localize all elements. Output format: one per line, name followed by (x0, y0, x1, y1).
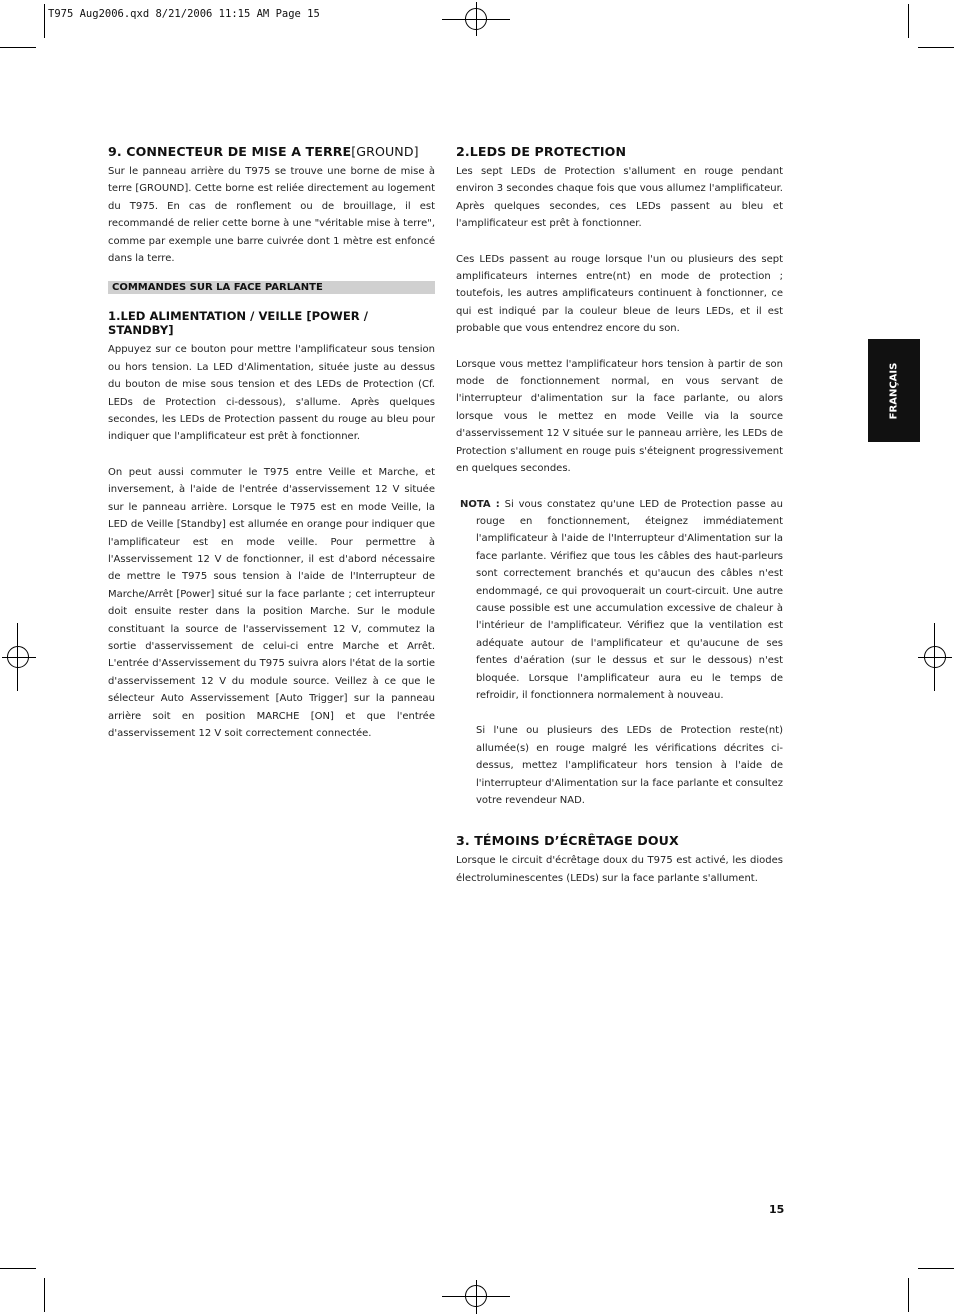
section-2-paragraph-3: Lorsque vous mettez l'amplificateur hors tension à partir de son mode de fonctionnement normal, en vous servant de l'interrupteur d'alimentation sur la face parlante, ou alors lorsque vous le mettez en mode Veille via la source d'asservissement 12 V située sur le panneau arrière, les LEDs de Protection s'allument en rouge puis s'éteignent progressivement en quelques secondes. (456, 358, 783, 475)
note-label: NOTA : (460, 498, 500, 510)
section-2-paragraph-2: Ces LEDs passent au rouge lorsque l'un ou plusieurs des sept amplificateurs internes entre(nt) en mode de protection ; toutefois, les autres amplificateurs continuent à fonctionner, ce qui est indiqué par la couleur bleue de leurs LEDs, et il est probable que vous entendrez encore du son. (456, 253, 783, 335)
language-tab-label: FRANÇAIS (888, 362, 900, 419)
section-2-title: 2.LEDS DE PROTECTION (456, 144, 627, 159)
section-3-title: 3. TÉMOINS D’ÉCRÊTAGE DOUX (456, 833, 679, 849)
section-2-paragraph-1: Les sept LEDs de Protection s'allument en rouge pendant environ 3 secondes chaque fois que vous allumez l'amplificateur. Après quelques secondes, ces LEDs passent au bleu et l'amplificateur est prêt à fonctionner. (456, 166, 783, 230)
section-1-title: 1.LED ALIMENTATION / VEILLE [POWER / STANDBY] (108, 309, 368, 338)
language-tab (868, 339, 920, 442)
note-paragraph-1 (460, 496, 783, 705)
print-slug: T975 Aug2006.qxd 8/21/2006 11:15 AM Page 15 (48, 8, 320, 20)
section-1-paragraph-1: Appuyez sur ce bouton pour mettre l'amplificateur sous tension ou hors tension. La LED d'Alimentation, située juste au dessus du bouton de mise sous tension et des LEDs de Protection (Cf. LEDs de Protection ci-dessous), s'allume. Après quelques secondes, les LEDs de Protection passent du rouge au bleu pour indiquer que l'amplificateur est prêt à fonctionner. (108, 344, 435, 443)
page-number: 15 (769, 1203, 785, 1216)
section-9-title (108, 144, 435, 159)
note-block (460, 496, 783, 810)
section-3-paragraph: Lorsque le circuit d'écrêtage doux du T975 est activé, les diodes électroluminescentes (LEDs) sur la face parlante s'allument. (456, 855, 783, 884)
section-1-paragraph-2: On peut aussi commuter le T975 entre Veille et Marche, et inversement, à l'aide de l'entrée d'asservissement 12 V située sur le panneau arrière. Lorsque le T975 est en mode Veille, la LED de Veille [Standby] est allumée en orange pour indiquer que l'amplificateur est en mode veille. Pour permettre à l'Asservissement 12 V de fonctionner, il est d'abord nécessaire de mettre le T975 sous tension à l'aide de l'Interrupteur de Marche/Arrêt [Power] situé sur la face parlante ; cet interrupteur doit ensuite rester dans la position Marche. Sur le module constituant la source de l'asservissement 12 V, commutez la sortie d'asservissement de celui-ci entre Marche et Arrêt. L'entrée d'Asservissement du T975 suivra alors l'état de la sortie d'asservissement 12 V du module source. Veillez à ce que le sélecteur Auto Asservissement [Auto Trigger] sur la panneau arrière soit en position MARCHE [ON] et que l'entrée d'asservissement 12 V soit correctement connectée. (108, 466, 435, 739)
right-column (456, 144, 783, 887)
note-paragraph-2: Si l'une ou plusieurs des LEDs de Protection reste(nt) allumée(s) en rouge malgré les vérifications décrites ci-dessus, mettez l'amplificateur hors tension à l'aide de l'interrupteur d'Alimentation sur la face parlante et consultez votre revendeur NAD. (476, 725, 783, 806)
note-text: Si vous constatez qu'une LED de Protection passe au rouge en fonctionnement, éteignez immédiatement l'amplificateur à l'aide de l'Interrupteur d'Alimentation sur la face parlante. Vérifiez que tous les câbles des haut-parleurs sont correctement branchés et qu'aucun des câbles n'est endommagé, ce qui provoquerait un court-circuit. Une autre cause possible est une accumulation excessive de chaleur à l'intérieur de l'amplificateur. Vérifiez que la ventilation est adéquate autour de l'amplificateur et qu'aucune de ses fentes d'aération (sur le dessus et sur le dessous) n'est bloquée. Lorsque l'amplificateur aura eu le temps de refroidir, il fonctionnera normalement à nouveau. (476, 498, 783, 701)
section-9-title-ground: [GROUND] (351, 144, 419, 159)
section-9-body: Sur le panneau arrière du T975 se trouve une borne de mise à terre [GROUND]. Cette borne est reliée directement au logement du T975. En cas de ronflement ou de brouillage, il est recommandé de relier cette borne à une "véritable mise à terre", comme par exemple une barre cuivrée dont 1 mètre est enfoncé dans la terre. (108, 166, 435, 265)
section-bar-front-panel: COMMANDES SUR LA FACE PARLANTE (108, 281, 435, 294)
section-9-title-main: 9. CONNECTEUR DE MISE A TERRE (108, 144, 352, 159)
left-column (108, 144, 435, 742)
